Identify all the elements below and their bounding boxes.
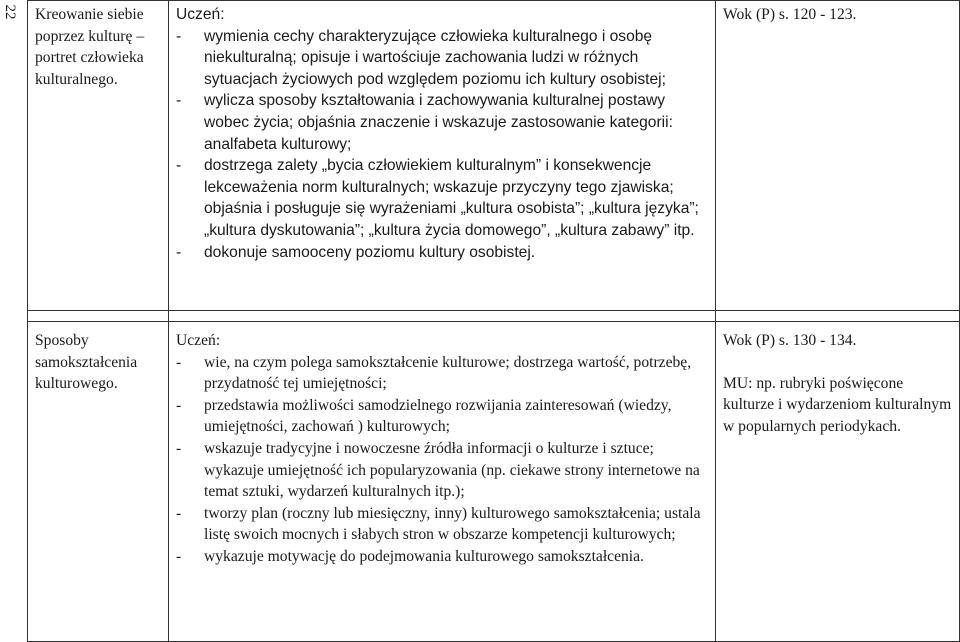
references-cell	[716, 322, 960, 642]
row-separator	[28, 311, 960, 322]
reference-text: Wok (P) s. 120 - 123.	[723, 6, 857, 23]
student-label: Uczeń:	[176, 6, 225, 23]
list-item: - przedstawia możliwości samodzielnego rozwijania zainteresowań (wiedzy, umiejętności, zachowań ) kulturowych;	[176, 395, 709, 438]
outcomes-list	[176, 26, 709, 264]
curriculum-table	[27, 0, 960, 642]
table-row	[28, 1, 960, 311]
list-item: - wykazuje motywację do podejmowania kulturowego samokształcenia.	[176, 546, 709, 568]
list-item: - wie, na czym polega samokształcenie kulturowe; dostrzega wartość, potrzebę, przydatność tej umiejętności;	[176, 352, 709, 395]
list-item: - dokonuje samooceny poziomu kultury osobistej.	[176, 242, 709, 264]
outcomes-list	[176, 352, 709, 568]
list-item: - dostrzega zalety „bycia człowiekiem kulturalnym” i konsekwencje lekceważenia norm kulturalnych; wskazuje przyczyny tego zjawiska; objaśnia i posługuje się wyrażeniami „kultura osobista”; „kultura języka”; „kultura dyskutowania”; „kultura życia domowego”, „kultura zabawy” itp.	[176, 155, 709, 241]
student-label: Uczeń:	[176, 332, 221, 349]
outcomes-cell	[169, 322, 716, 642]
topic-text: Kreowanie siebie poprzez kulturę – portret człowieka kulturalnego.	[35, 6, 145, 88]
reference-text: Wok (P) s. 130 - 134.	[723, 332, 857, 349]
topic-text: Sposoby samokształcenia kulturowego.	[35, 332, 138, 393]
page-number: 22	[2, 4, 18, 20]
topic-cell	[28, 322, 169, 642]
topic-cell	[28, 1, 169, 311]
list-item: - wymienia cechy charakteryzujące człowieka kulturalnego i osobę niekulturalną; opisuje i wartościuje zachowania ludzi w różnych sytuacjach życiowych pod względem poziomu ich kultury osobistej;	[176, 26, 709, 91]
reference-text: MU: np. rubryki poświęcone kulturze i wydarzeniom kulturalnym w popularnych periodykach.	[723, 374, 952, 435]
outcomes-cell	[169, 1, 716, 311]
references-cell	[716, 1, 960, 311]
list-item: - wskazuje tradycyjne i nowoczesne źródła informacji o kulturze i sztuce; wykazuje umiejętność ich popularyzowania (np. ciekawe strony internetowe na temat sztuki, wydarzeń kulturalnych itp.);	[176, 438, 709, 503]
list-item: - wylicza sposoby kształtowania i zachowywania kulturalnej postawy wobec życia; objaśnia znaczenie i wskazuje zastosowanie kategorii: analfabeta kulturowy;	[176, 90, 709, 155]
list-item: - tworzy plan (roczny lub miesięczny, inny) kulturowego samokształcenia; ustala listę swoich mocnych i słabych stron w obszarze kompetencji kulturowych;	[176, 503, 709, 546]
table-row	[28, 322, 960, 642]
